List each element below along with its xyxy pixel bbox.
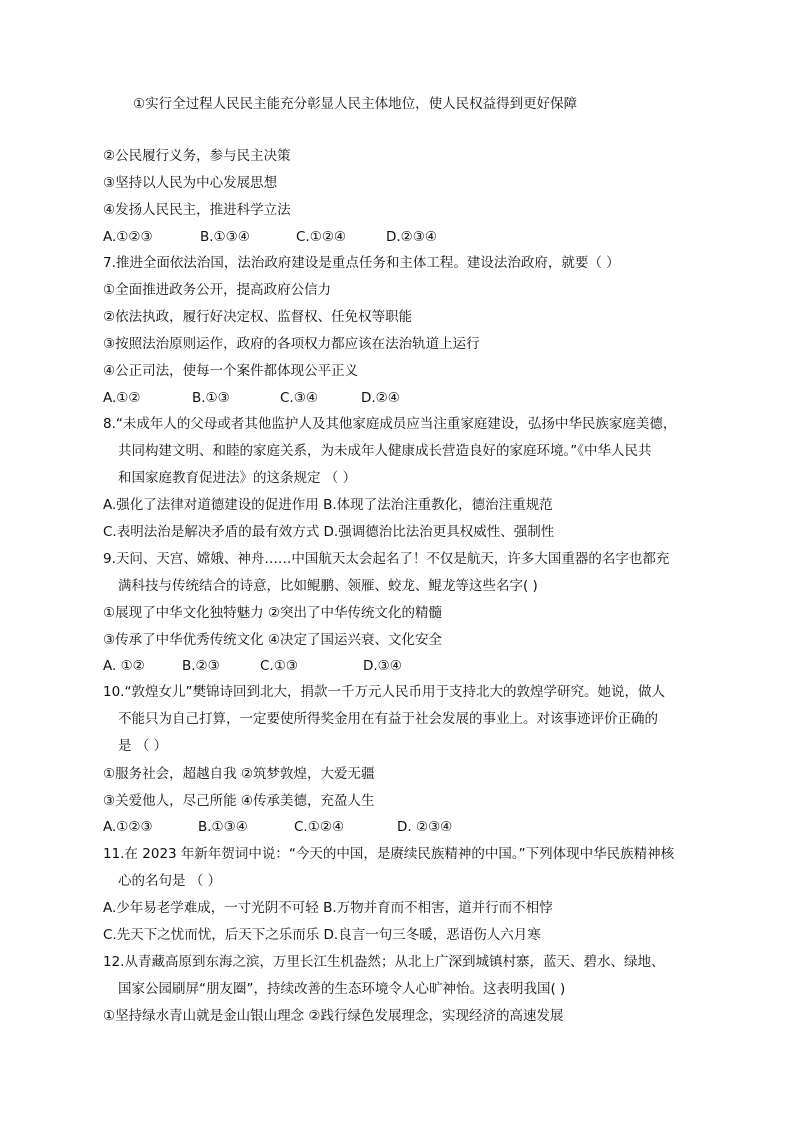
answer-choice: A. ①② <box>103 658 145 674</box>
question-text: 是 （ ） <box>118 738 168 754</box>
answer-choice: C.③④ <box>280 390 318 406</box>
option-line: A.少年易老学难成，一寸光阴不可轻 B.万物并育而不相害，道并行而不相悖 <box>103 900 553 916</box>
question-text: 国家公园刷屏“朋友圈”，持续改善的生态环境令人心旷神怡。这表明我国( ) <box>118 981 566 997</box>
option-line: ③关爱他人，尽己所能 ④传承美德，充盈人生 <box>103 793 375 809</box>
option-line: ①服务社会，超越自我 ②筑梦敦煌，大爱无疆 <box>103 766 375 782</box>
question-text: 10.“敦煌女儿”樊锦诗回到北大，捐款一千万元人民币用于支持北大的敦煌学研究。她说，做人 <box>103 684 665 700</box>
option-line: ①展现了中华文化独特魅力 ②突出了中华传统文化的精髓 <box>103 605 442 621</box>
option-line: ②依法执政，履行好决定权、监督权、任免权等职能 <box>103 309 413 325</box>
answer-choice: D.③④ <box>363 658 402 674</box>
answer-choice: C.①②④ <box>294 819 345 835</box>
question-text: 不能只为自己打算，一定要使所得奖金用在有益于社会发展的事业上。对该事迹评价正确的 <box>118 711 658 727</box>
option-line: ①实行全过程人民民主能充分彰显人民主体地位，使人民权益得到更好保障 <box>133 96 578 112</box>
answer-choices <box>103 227 723 247</box>
answer-choices <box>103 817 723 837</box>
question-text: 9.天问、天宫、嫦娥、神舟……中国航天太会起名了！不仅是航天，许多大国重器的名字也都充 <box>103 551 670 567</box>
answer-choice: B.①③④ <box>198 819 248 835</box>
answer-choice: A.①② <box>103 390 141 406</box>
question-text: 共同构建文明、和睦的家庭关系，为未成年人健康成长营造良好的家庭环境。”《中华人民共 <box>118 443 652 459</box>
option-line: C.先天下之忧而忧，后天下之乐而乐 D.良言一句三冬暖，恶语伤人六月寒 <box>103 927 541 943</box>
option-line: ④发扬人民民主，推进科学立法 <box>103 202 291 218</box>
question-text: 11.在 2023 年新年贺词中说：“今天的中国，是赓续民族精神的中国。”下列体现中华民族精神核 <box>103 846 675 862</box>
answer-choice: B.②③ <box>182 658 220 674</box>
answer-choice: C.①③ <box>260 658 298 674</box>
answer-choice: D.②③④ <box>386 229 437 245</box>
answer-choice: B.①③ <box>192 390 230 406</box>
option-line: A.强化了法律对道德建设的促进作用 B.体现了法治注重教化，德治注重规范 <box>103 497 553 513</box>
question-text: 满科技与传统结合的诗意，比如鲲鹏、领雁、蛟龙、鲲龙等这些名字( ) <box>118 578 538 594</box>
option-line: ③按照法治原则运作，政府的各项权力都应该在法治轨道上运行 <box>103 336 480 352</box>
answer-choices <box>103 388 723 408</box>
option-line: ①坚持绿水青山就是金山银山理念 ②践行绿色发展理念，实现经济的高速发展 <box>103 1008 564 1024</box>
answer-choice: C.①②④ <box>296 229 347 245</box>
option-line: ②公民履行义务，参与民主决策 <box>103 148 291 164</box>
option-line: ③坚持以人民为中心发展思想 <box>103 175 278 191</box>
option-line: ③传承了中华优秀传统文化 ④决定了国运兴衰、文化安全 <box>103 632 442 648</box>
answer-choice: D. ②③④ <box>397 819 453 835</box>
question-text: 心的名句是 （ ） <box>118 873 222 889</box>
answer-choice: A.①②③ <box>103 819 153 835</box>
answer-choices <box>103 656 723 676</box>
question-text: 12.从青藏高原到东海之滨，万里长江生机盎然；从北上广深到城镇村寨，蓝天、碧水、绿地、 <box>103 954 665 970</box>
question-text: 7.推进全面依法治国，法治政府建设是重点任务和主体工程。建设法治政府，就要（ ） <box>103 255 620 271</box>
answer-choice: A.①②③ <box>103 229 153 245</box>
answer-choice: D.②④ <box>361 390 400 406</box>
option-line: ④公正司法，使每一个案件都体现公平正义 <box>103 363 359 379</box>
question-text: 和国家庭教育促进法》的这条规定 （ ） <box>118 470 357 486</box>
option-line: C.表明法治是解决矛盾的最有效方式 D.强调德治比法治更具权威性、强制性 <box>103 524 555 540</box>
question-text: 8.“未成年人的父母或者其他监护人及其他家庭成员应当注重家庭建设，弘扬中华民族家庭美德， <box>103 416 677 432</box>
option-line: ①全面推进政务公开，提高政府公信力 <box>103 282 332 298</box>
answer-choice: B.①③④ <box>200 229 250 245</box>
